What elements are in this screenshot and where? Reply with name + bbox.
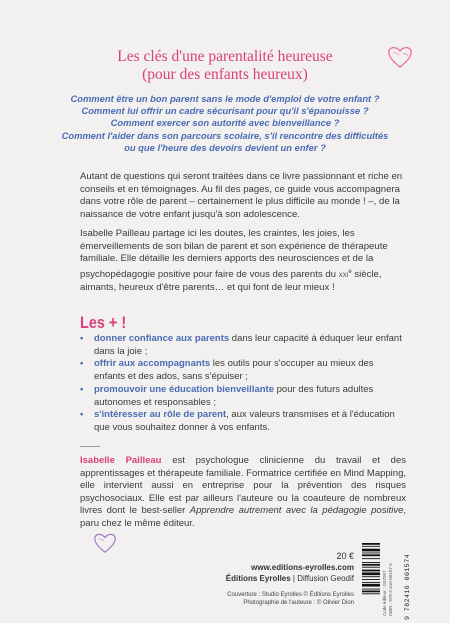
isbn-text: ISBN : 978-2-416-00157-4 bbox=[388, 563, 393, 616]
price: 20 € bbox=[336, 551, 354, 561]
century-numeral: xxi bbox=[338, 269, 349, 279]
book-title: Apprendre autrement avec la pédagogie positive bbox=[189, 505, 404, 517]
author-text-end: siècle, aimants, heureux d'être parents… et qui font de leur mieux ! bbox=[80, 268, 382, 293]
bullet-text: , aux valeurs transmises et à l'éducation que vous souhaitez donner à vos enfants. bbox=[94, 409, 395, 433]
question-item: ou que l'heure des devoirs devient un enfer ? bbox=[124, 141, 326, 153]
list-item bbox=[80, 384, 406, 409]
author-name: Isabelle Pailleau bbox=[80, 455, 162, 466]
bullet-dot: • bbox=[80, 409, 84, 421]
barcode-bar bbox=[362, 549, 380, 552]
barcode-bar bbox=[362, 546, 380, 547]
question-item: Comment l'aider dans son parcours scolaire, s'il rencontre des difficultés bbox=[61, 129, 389, 141]
author-text: Isabelle Pailleau partage ici les doutes, les craintes, les joies, les émerveillements de son bilan de parent et son expérience de thérapeute familiale. Elle détaille les derniers apports des neurosciences et de la psychopédagogie positive pour faire de vous des parents du bbox=[80, 228, 388, 280]
cover-credits: Couverture : Studio Eyrolles © Éditions Eyrolles Photographie de l'auteure : © Olivier Dion bbox=[227, 592, 354, 606]
bullet-dot: • bbox=[80, 358, 84, 370]
barcode-bar bbox=[362, 582, 380, 583]
barcode-bar bbox=[362, 579, 380, 580]
barcode-bar bbox=[362, 543, 380, 545]
bullet-text: les outils pour s'occuper au mieux des enfants et des ados, sans s'épuiser ; bbox=[94, 358, 374, 383]
les-plus-heading: Les + ! bbox=[80, 313, 127, 332]
barcode-bar bbox=[362, 562, 380, 563]
bullet-highlight: s'intéresser au rôle de parent bbox=[94, 409, 227, 421]
heart-icon bbox=[93, 532, 117, 554]
barcode-meta bbox=[382, 544, 402, 616]
les-plus-list bbox=[80, 333, 406, 435]
bullet-dot: • bbox=[80, 333, 84, 344]
bullet-dot: • bbox=[80, 383, 84, 395]
title-line-1: Les clés d'une parentalité heureuse bbox=[117, 48, 333, 65]
question-item: Comment exercer son autorité avec bienveillance ? bbox=[110, 117, 340, 129]
barcode-bar bbox=[362, 567, 380, 568]
barcode bbox=[362, 542, 380, 618]
distributor-name: Diffusion Geodif bbox=[297, 574, 354, 583]
list-item bbox=[80, 358, 406, 383]
barcode-bar bbox=[362, 570, 380, 572]
bio-text-end: , paru chez le même éditeur. bbox=[80, 505, 406, 529]
bullet-highlight: donner confiance aux parents bbox=[94, 333, 230, 344]
questions-list bbox=[60, 93, 390, 154]
back-cover-title bbox=[0, 48, 450, 84]
barcode-bar bbox=[362, 576, 380, 577]
barcode-bar bbox=[362, 591, 380, 593]
barcode-bar bbox=[362, 554, 380, 556]
list-item bbox=[80, 333, 406, 358]
publisher-name: Éditions Eyrolles bbox=[225, 574, 291, 583]
barcode-bar bbox=[362, 553, 380, 554]
publisher-separator: | bbox=[290, 574, 298, 583]
barcode-bar bbox=[362, 564, 380, 566]
barcode-bar bbox=[362, 572, 380, 575]
bullet-text: dans leur capacité à éduquer leur enfant dans la joie ; bbox=[94, 333, 402, 357]
list-item bbox=[80, 409, 406, 434]
code-editeur: Code éditeur : G57057 bbox=[382, 570, 387, 616]
bullet-highlight: promouvoir une éducation bienveillante bbox=[94, 383, 274, 395]
title-line-2: (pour des enfants heureux) bbox=[142, 66, 308, 83]
barcode-graphic bbox=[362, 542, 380, 618]
barcode-bar bbox=[362, 584, 380, 587]
intro-paragraph: Autant de questions qui seront traitées dans ce livre passionnant et riche en conseils et en témoignages. Au fil des pages, ce guide vous accompagnera dans votre rôle de parent – certainement le plus difficile au monde ! –, de la naissance de votre enfant jusqu'à son adolescence. bbox=[80, 171, 403, 220]
barcode-bar bbox=[362, 558, 380, 559]
bullet-text: pour des futurs adultes autonomes et responsables ; bbox=[94, 383, 374, 408]
question-item: Comment lui offrir un cadre sécurisant pour qu'il s'épanouisse ? bbox=[81, 105, 369, 117]
question-item: Comment être un bon parent sans le mode d'emploi de votre enfant ? bbox=[70, 93, 380, 104]
bio-text: est psychologue clinicienne du travail et des apprentissages et thérapeute familiale. Formatrice certifiée en Mind Mapping, elle intervient aussi en entreprise pour la prévention des risques psychosociaux. Elle est par ailleurs l'auteure ou la coauteure de nombreux livres dont le best-seller bbox=[80, 455, 406, 517]
barcode-bar bbox=[362, 593, 380, 594]
barcode-bar bbox=[362, 589, 380, 590]
author-bio bbox=[80, 455, 406, 531]
divider bbox=[80, 446, 100, 447]
publisher-line bbox=[226, 574, 354, 583]
century-suffix: e bbox=[348, 268, 352, 275]
author-paragraph bbox=[80, 228, 404, 294]
barcode-number: 9 782416 001574 bbox=[404, 553, 411, 620]
bullet-highlight: offrir aux accompagnants bbox=[94, 358, 211, 370]
publisher-website: www.editions-eyrolles.com bbox=[251, 563, 354, 572]
